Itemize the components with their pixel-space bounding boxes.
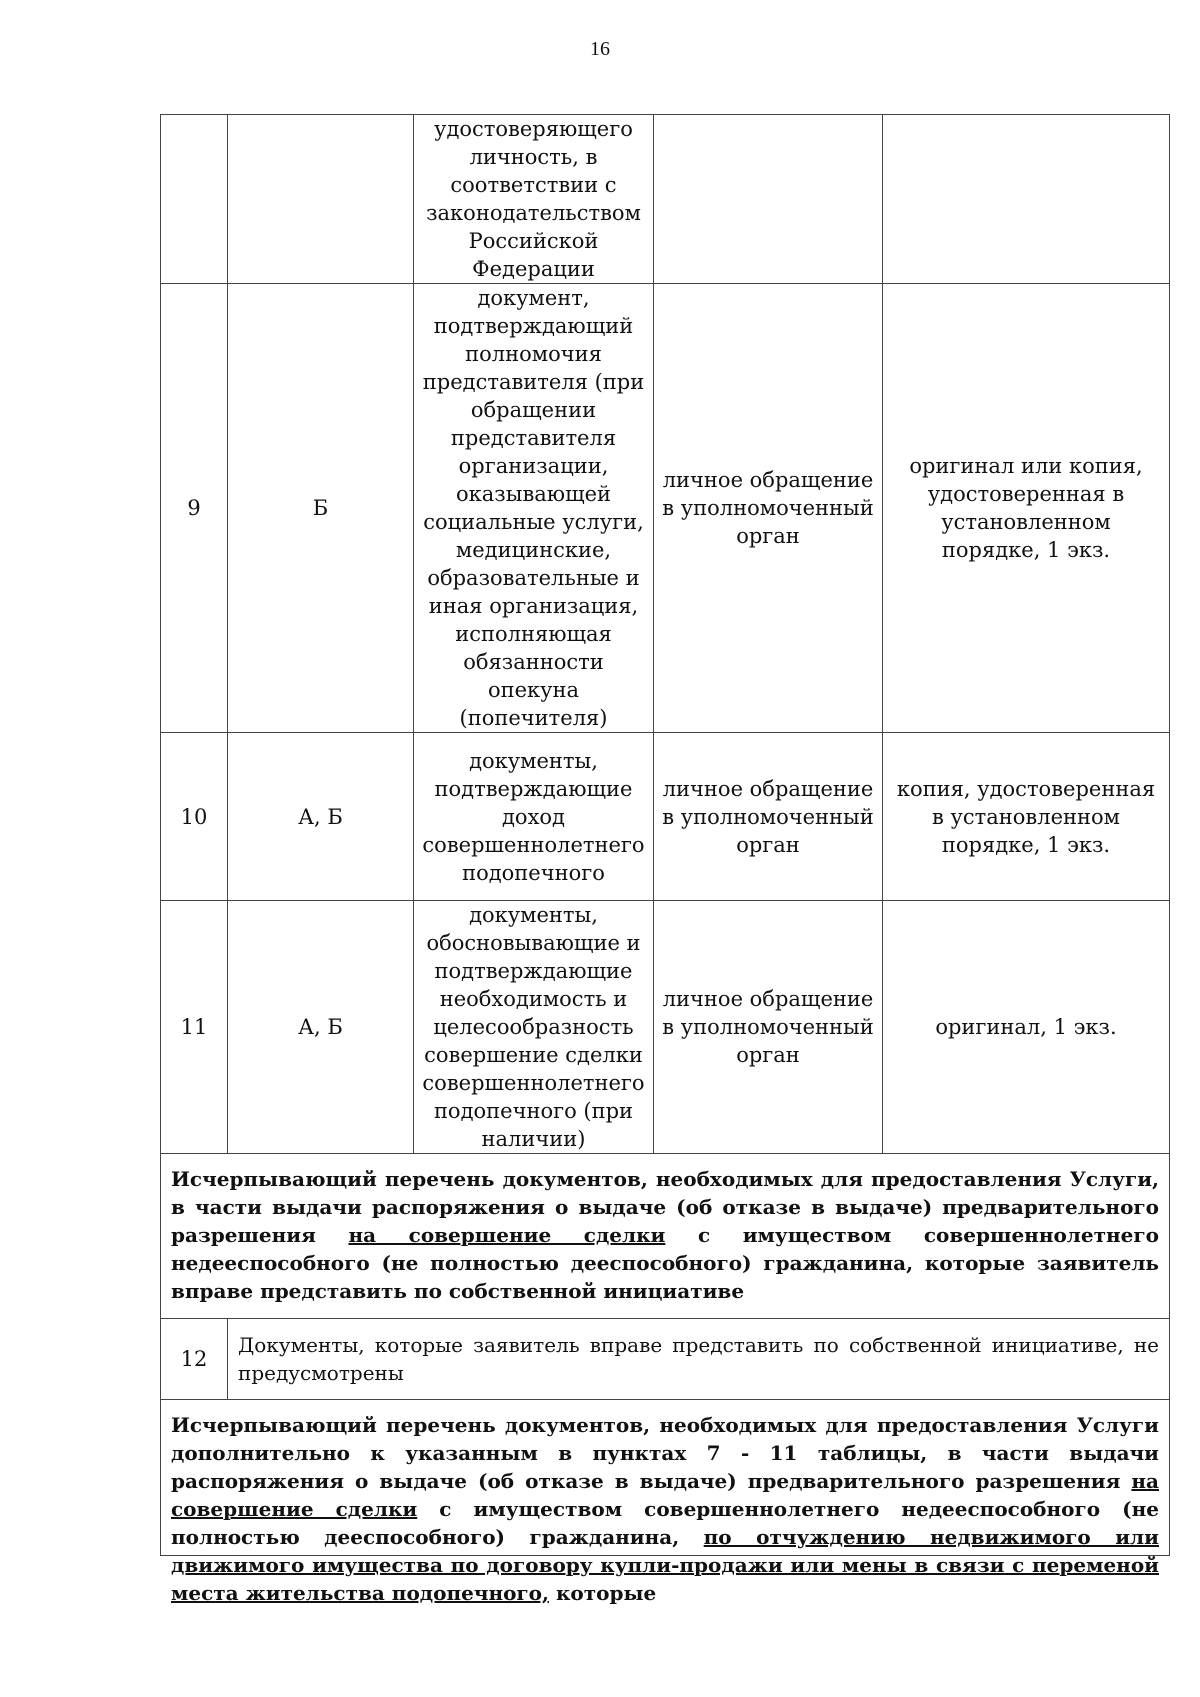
heading-underlined-text: на совершение сделки: [171, 1469, 1159, 1521]
section-heading-row: [161, 1400, 1170, 1556]
applicant-category: А, Б: [228, 901, 414, 1154]
document-name: документы, обосновывающие и подтверждающие необходимость и целесообразность совершение сделки совершеннолетнего подопечного (при наличии): [414, 901, 654, 1154]
applicant-category: Б: [228, 284, 414, 733]
table-row: [161, 1319, 1170, 1400]
heading-underlined-text: на совершение сделки: [348, 1223, 666, 1247]
table-row: [161, 733, 1170, 901]
table-row: [161, 284, 1170, 733]
submission-method: личное обращение в уполномоченный орган: [654, 733, 883, 901]
submission-method: личное обращение в уполномоченный орган: [654, 284, 883, 733]
document-form: копия, удостоверенная в установленном порядке, 1 экз.: [883, 733, 1170, 901]
row-12-text: Документы, которые заявитель вправе представить по собственной инициативе, не предусмотрены: [228, 1319, 1170, 1400]
page-number: 16: [590, 38, 610, 60]
documents-table: [160, 114, 1170, 1605]
heading-text: Исчерпывающий перечень документов, необходимых для предоставления Услуги, в части выдачи распоряжения о выдаче (об отказе в выдаче) предварительного разрешения: [171, 1167, 1159, 1247]
heading-underlined-text: по отчуждению недвижимого или движимого имущества по договору купли-продажи или мены в связи с переменой места жительства подопечного,: [171, 1525, 1159, 1605]
row-number: 12: [161, 1319, 228, 1400]
table-row: [161, 115, 1170, 284]
applicant-category: А, Б: [228, 733, 414, 901]
document-name: удостоверяющего личность, в соответствии с законодательством Российской Федерации: [414, 115, 654, 284]
heading-text: с имуществом совершеннолетнего недееспособного (не полностью дееспособного) гражданина,: [171, 1497, 1159, 1549]
section-heading-row: [161, 1154, 1170, 1319]
heading-text: Исчерпывающий перечень документов, необходимых для предоставления Услуги дополнительно к указанным в пунктах 7 - 11 таблицы, в части выдачи распоряжения о выдаче (об отказе в выдаче) предварительного разрешения: [171, 1413, 1159, 1493]
applicant-category: [228, 115, 414, 284]
document-form: оригинал или копия, удостоверенная в установленном порядке, 1 экз.: [883, 284, 1170, 733]
row-number: 11: [161, 901, 228, 1154]
heading-text: которые: [549, 1581, 657, 1605]
document-form: [883, 115, 1170, 284]
section-heading-voluntary-documents: [161, 1154, 1170, 1319]
document-name: документ, подтверждающий полномочия представителя (при обращении представителя организации, оказывающей социальные услуги, медицинские, образовательные и иная организация, исполняющая обязанности опекуна (попечителя): [414, 284, 654, 733]
document-form: оригинал, 1 экз.: [883, 901, 1170, 1154]
row-number: 9: [161, 284, 228, 733]
submission-method: [654, 115, 883, 284]
row-number: [161, 115, 228, 284]
table-row: [161, 901, 1170, 1154]
section-heading-additional-documents: [161, 1400, 1170, 1605]
document-name: документы, подтверждающие доход совершеннолетнего подопечного: [414, 733, 654, 901]
row-number: 10: [161, 733, 228, 901]
submission-method: личное обращение в уполномоченный орган: [654, 901, 883, 1154]
heading-text: с имуществом совершеннолетнего недееспособного (не полностью дееспособного) гражданина, которые заявитель вправе представить по собственной инициативе: [171, 1223, 1159, 1303]
